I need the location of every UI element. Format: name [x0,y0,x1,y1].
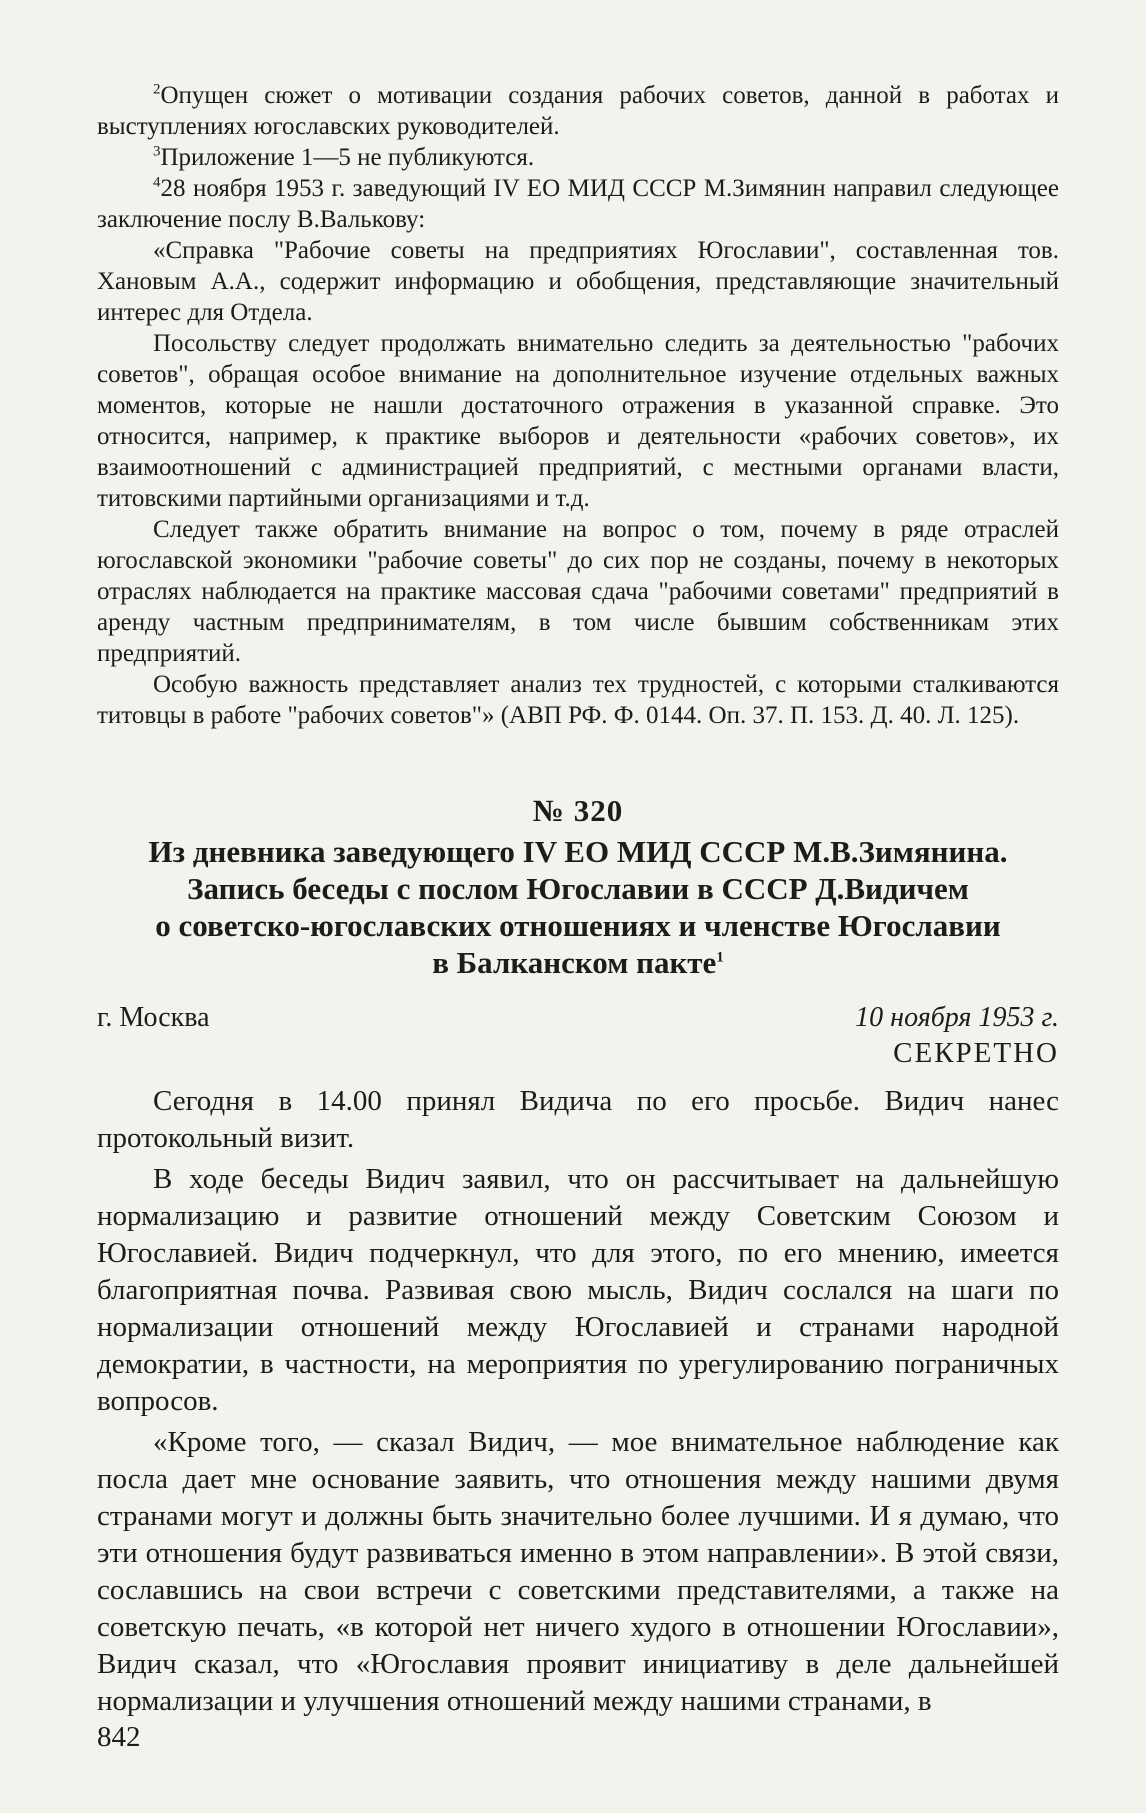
place-date-row [97,1001,1059,1035]
title-line: о советско-югославских отношениях и членстве Югославии [155,908,1001,943]
footnote-2 [97,80,1059,142]
body-paragraph: Сегодня в 14.00 принял Видича по его просьбе. Видич нанес протокольный визит. [97,1085,1059,1154]
footnote-text: 28 ноября 1953 г. заведующий IV ЕО МИД СССР М.Зимянин направил следующее заключение послу В.Валькову: [97,175,1059,233]
document-body [97,1083,1059,1720]
title-line: в Балканском пакте$^1$ [432,945,724,980]
page-number: 842 [97,1721,141,1753]
date: 10 ноября 1953 г. [855,1002,1059,1033]
classification-stamp: СЕКРЕТНО [893,1037,1059,1069]
footnote-3 [97,142,1059,173]
footnote-text: Опущен сюжет о мотивации создания рабочих советов, данной в работах и выступлениях югославских руководителей. [97,82,1059,140]
footnote-mark: 3 [153,143,161,160]
footnote-quote-paragraph: Посольству следует продолжать внимательно следить за деятельностью "рабочих советов", обращая особое внимание на дополнительное изучение отдельных важных моментов, которые не нашли достаточного отражения в указанной справке. Это относится, например, к практике выборов и деятельности «рабочих советов», их взаимоотношений с администрацией предприятий, с местными органами власти, титовскими партийными организациями и т.д. [97,330,1059,512]
footnote-4 [97,173,1059,235]
footnote-quote-paragraph: Следует также обратить внимание на вопрос о том, почему в ряде отраслей югославской экономики "рабочие советы" до сих пор не созданы, почему в некоторых отраслях наблюдается на практике массовая сдача "рабочими советами" предприятий в аренду частным предпринимателям, в том числе бывшим собственникам этих предприятий. [97,516,1059,667]
footnote-quote-paragraph: «Справка "Рабочие советы на предприятиях Югославии", составленная тов. Хановым А.А., содержит информацию и обобщения, представляющие значительный интерес для Отдела. [97,237,1059,326]
document-number: № 320 [532,793,624,828]
document-title [97,833,1059,981]
footnote-mark: 4 [153,174,161,191]
title-note-mark: 1 [716,949,724,966]
title-line: Из дневника заведующего IV ЕО МИД СССР М.В.Зимянина. [148,834,1008,869]
title-line: Запись беседы с послом Югославии в СССР Д.Видичем [187,871,969,906]
footnote-text: Приложение 1—5 не публикуются. [160,144,535,171]
body-paragraph: «Кроме того, — сказал Видич, — мое внимательное наблюдение как посла дает мне основание заявить, что отношения между нашими двумя странами могут и должны быть значительно более лучшими. И я думаю, что эти отношения будут развиваться именно в этом направлении». В этой связи, сославшись на свои встречи с советскими представителями, а также на советскую печать, «в которой нет ничего худого в отношении Югославии», Видич сказал, что «Югославия проявит инициативу в деле дальнейшей нормализации и улучшения отношений между нашими странами, в [97,1426,1059,1717]
text-column [97,80,1059,1724]
footnote-quote-paragraph: Особую важность представляет анализ тех трудностей, с которыми сталкиваются титовцы в работе "рабочих советов"» (АВП РФ. Ф. 0144. Оп. 37. П. 153. Д. 40. Л. 125). [97,671,1059,729]
footnote-mark: 2 [153,81,161,98]
place: г. Москва [97,1002,210,1033]
footnotes [97,80,1059,731]
body-paragraph: В ходе беседы Видич заявил, что он рассчитывает на дальнейшую нормализацию и развитие отношений между Советским Союзом и Югославией. Видич подчеркнул, что для этого, по его мнению, имеется благоприятная почва. Развивая свою мысль, Видич сослался на шаги по нормализации отношений между Югославией и странами народной демократии, в частности, на мероприятия по урегулированию пограничных вопросов. [97,1163,1059,1417]
